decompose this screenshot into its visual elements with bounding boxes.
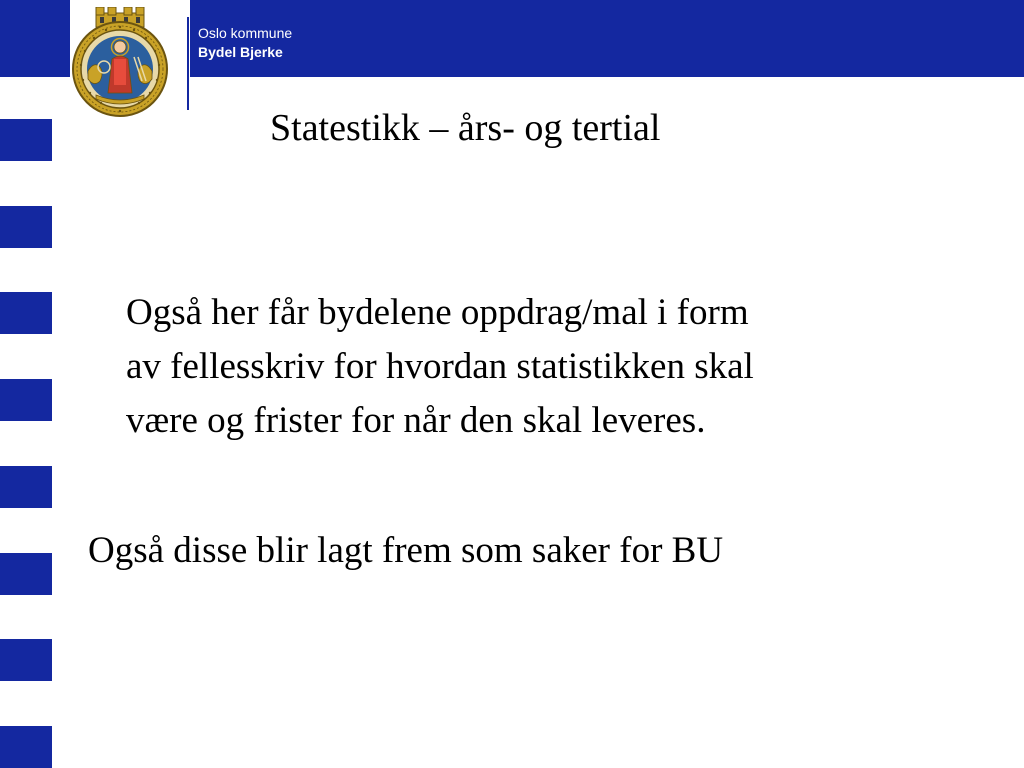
organization-name [198,24,292,62]
body-paragraph [126,286,926,448]
decor-square [0,292,52,334]
decor-square [0,466,52,508]
oslo-coat-of-arms-icon [70,7,170,119]
slide-title: Statestikk – års- og tertial [270,107,661,149]
decor-square [0,119,52,161]
paragraph-line: av fellesskriv for hvordan statistikken skal [126,346,754,387]
paragraph-line: være og frister for når den skal leveres. [126,400,706,441]
header-divider [187,17,189,110]
decor-square [0,206,52,248]
side-decoration [0,0,52,768]
decor-square [0,639,52,681]
org-line-municipality: Oslo kommune [198,25,293,41]
decor-square [0,379,52,421]
decor-square [0,553,52,595]
org-line-district: Bydel Bjerke [198,44,283,60]
decor-square [0,726,52,768]
paragraph-line: Også her får bydelene oppdrag/mal i form [126,292,749,333]
body-paragraph-secondary: Også disse blir lagt frem som saker for BU [88,530,724,571]
